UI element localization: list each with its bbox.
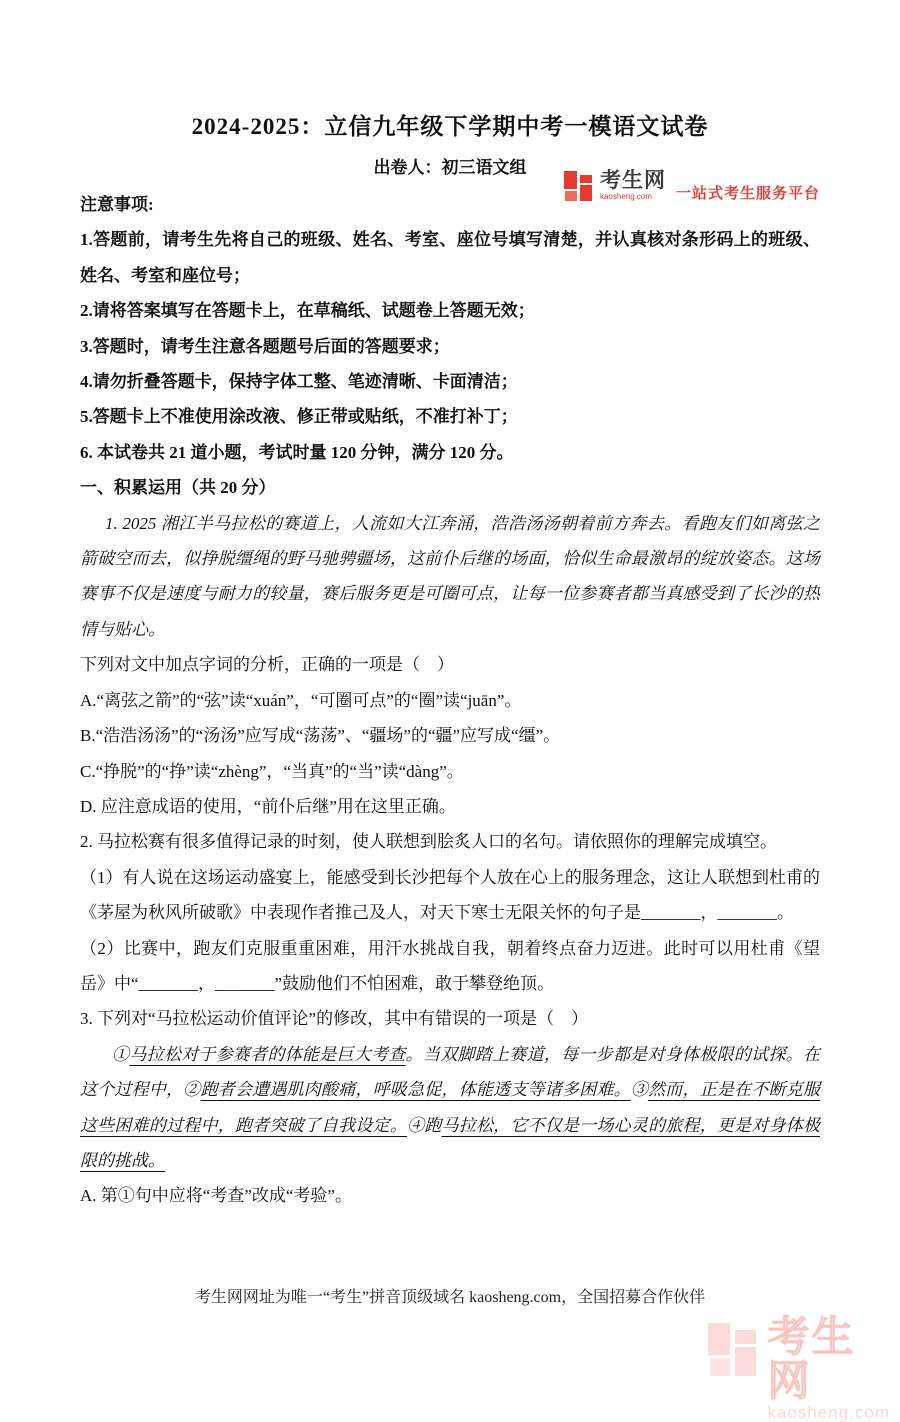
kaosheng-watermark-icon [708, 1321, 759, 1379]
q2-sub-2: （2）比赛中，跑友们克服重重困难，用汗水挑战自我，朝着终点奋力迈进。此时可以用杜甫《望岳》中“_______，_______”鼓励他们不怕困难，敢于攀登绝顶。 [80, 938, 820, 993]
exam-paper-page [0, 112, 900, 1422]
q2-sub-1: （1）有人说在这场运动盛宴上，能感受到长沙把每个人放在心上的服务理念，这让人联想到杜甫的《茅屋为秋风所破歌》中表现作者推己及人，对天下寒士无限关怀的句子是_______，_______。 [80, 867, 820, 923]
brand-name: 考生网 [599, 169, 666, 192]
section-1-heading: 一、积累运用（共 20 分） [80, 478, 276, 498]
notice-item-5: 5.答题卡上不准使用涂改液、修正带或贴纸，不准打补丁； [80, 407, 518, 427]
q1-option-a: A.“离弦之箭”的“弦”读“xuán”，“可圈可点”的“圈”读“juān”。 [80, 690, 522, 710]
q1-option-d: D. 应注意成语的使用，“前仆后继”用在这里正确。 [80, 796, 456, 816]
q3-passage: ①马拉松对于参赛者的体能是巨大考查。当双脚踏上赛道，每一步都是对身体极限的试探。在这个过程中，②跑者会遭遇肌肉酸痛，呼吸急促，体能透支等诸多困难。③然而，正是在不断克服这些困难的过程中，跑者突破了自我设定。④跑马拉松，它不仅是一场心灵的旅程，更是对身体极限的挑战。 [80, 1044, 821, 1170]
q3-stem: 3. 下列对“马拉松运动价值评论”的修改，其中有错误的一项是（ ） [80, 1009, 589, 1029]
notice-heading: 注意事项: [80, 195, 154, 214]
brand-domain: kaosheng.com [599, 192, 653, 201]
q2-stem: 2. 马拉松赛有很多值得记录的时刻，使人联想到脍炙人口的名句。请依照你的理解完成填空。 [80, 832, 777, 852]
page-title: 2024-2025：立信九年级下学期中考一模语文试卷 [191, 114, 709, 139]
kaosheng-watermark [708, 1313, 898, 1422]
watermark-name: 考生网 [767, 1313, 856, 1404]
notice-item-1: 1.答题前，请考生先将自己的班级、姓名、考室、座位号填写清楚，并认真核对条形码上的班级、姓名、考室和座位号； [80, 230, 820, 285]
q1-option-b: B.“浩浩汤汤”的“汤汤”应写成“荡荡”、“疆场”的“疆”应写成“缰”。 [80, 726, 561, 746]
kaosheng-logo-icon [564, 170, 594, 201]
watermark-domain: kaosheng.com [767, 1403, 891, 1422]
q1-passage: 1. 2025 湘江半马拉松的赛道上，人流如大江奔涌，浩浩汤汤朝着前方奔去。看跑友们如离弦之箭破空而去，似挣脱缰绳的野马驰骋疆场，这前仆后继的场面，恰似生命最激昂的绽放姿态。这场赛事不仅是速度与耐力的较量，赛后服务更是可圈可点，让每一位参赛者都当真感受到了长沙的热情与贴心。 [80, 513, 820, 639]
brand-tagline: 一站式考生服务平台 [675, 186, 820, 202]
notice-item-6: 6. 本试卷共 21 道小题，考试时量 120 分钟，满分 120 分。 [80, 442, 514, 462]
q3-option-a: A. 第①句中应将“考查”改成“考验”。 [80, 1186, 352, 1206]
notice-item-2: 2.请将答案填写在答题卡上，在草稿纸、试题卷上答题无效； [80, 301, 535, 321]
notice-item-4: 4.请勿折叠答题卡，保持字体工整、笔迹清晰、卡面清洁； [80, 372, 518, 392]
notice-item-3: 3.答题时，请考生注意各题题号后面的答题要求； [80, 336, 450, 356]
footer-note: 考生网网址为唯一“考生”拼音顶级域名 kaosheng.com，全国招募合作伙伴 [194, 1289, 706, 1306]
q1-stem: 下列对文中加点字词的分析，正确的一项是（ ） [80, 655, 454, 675]
q1-option-c: C.“挣脱”的“挣”读“zhèng”，“当真”的“当”读“dàng”。 [80, 761, 464, 781]
kaosheng-logo [564, 170, 820, 203]
exam-author: 出卷人：初三语文组 [373, 158, 527, 177]
